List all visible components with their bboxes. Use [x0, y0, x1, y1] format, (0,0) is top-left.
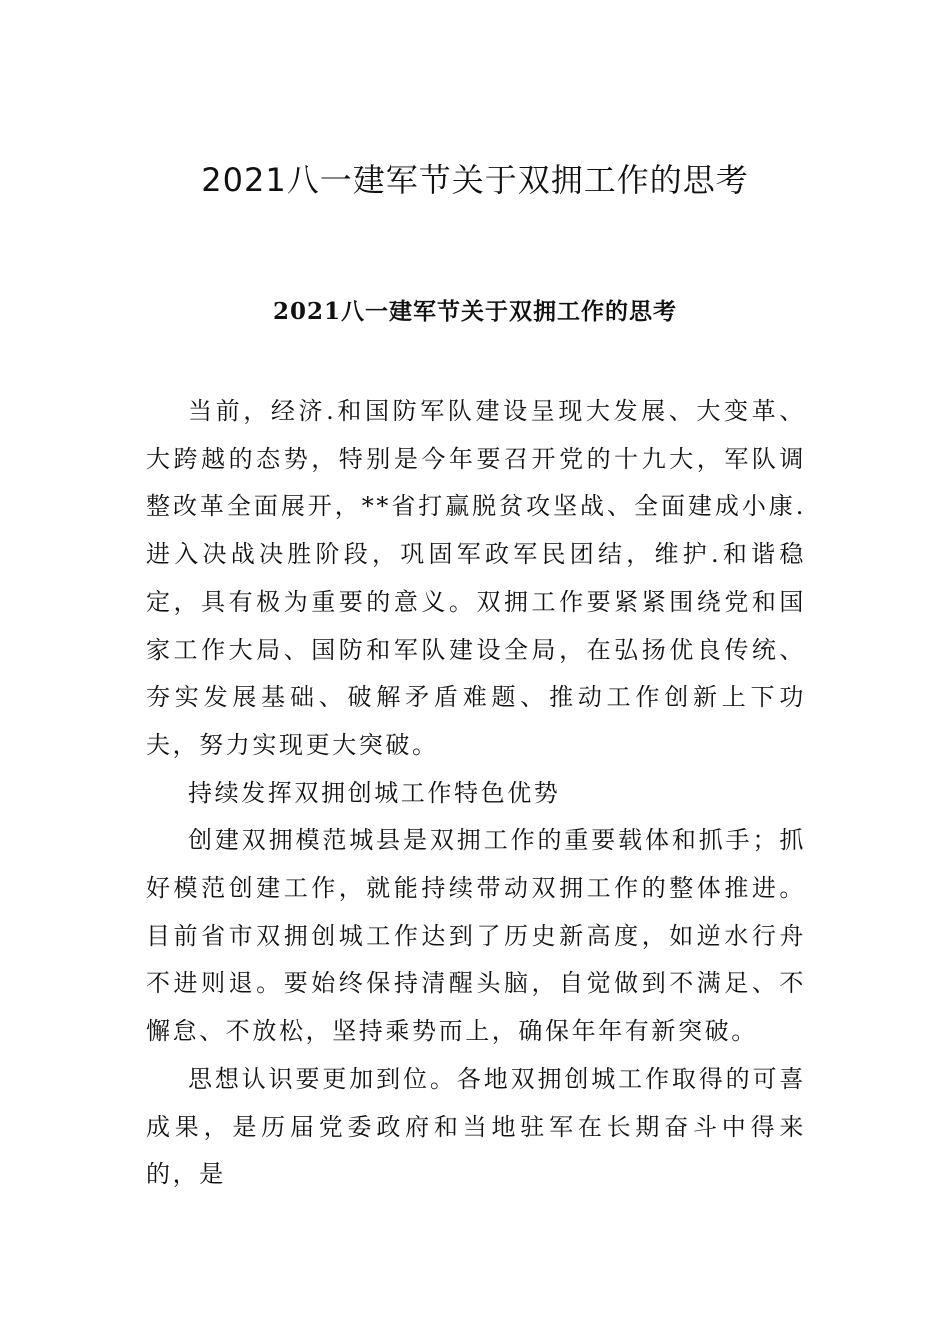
section-heading: 持续发挥双拥创城工作特色优势 — [188, 778, 561, 807]
paragraph-intro: 当前，经济.和国防军队建设呈现大发展、大变革、大跨越的态势，特别是今年要召开党的十九大，军队调整改革全面展开，**省打赢脱贫攻坚战、全面建成小康.进入决战决胜阶段，巩固军政军民团结，维护.和谐稳定，具有极为重要的意义。双拥工作要紧紧围绕党和国家工作大局、国防和军队建设全局，在弘扬优良传统、夯实发展基础、破解矛盾难题、推动工作创新上下功夫，努力实现更大突破。 — [146, 397, 806, 759]
document-subtitle: 2021八一建军节关于双拥工作的思考 — [272, 298, 677, 325]
paragraph-awareness: 思想认识要更加到位。各地双拥创城工作取得的可喜成果，是历届党委政府和当地驻军在长期奋斗中得来的，是 — [146, 1064, 806, 1189]
paragraph-model-creation: 创建双拥模范城县是双拥工作的重要载体和抓手；抓好模范创建工作，就能持续带动双拥工作的整体推进。目前省市双拥创城工作达到了历史新高度，如逆水行舟不进则退。要始终保持清醒头脑，自觉做到不满足、不懈怠、不放松，坚持乘势而上，确保年年有新突破。 — [146, 826, 806, 1046]
document-body — [146, 388, 806, 1199]
document-title: 2021八一建军节关于双拥工作的思考 — [201, 161, 749, 199]
